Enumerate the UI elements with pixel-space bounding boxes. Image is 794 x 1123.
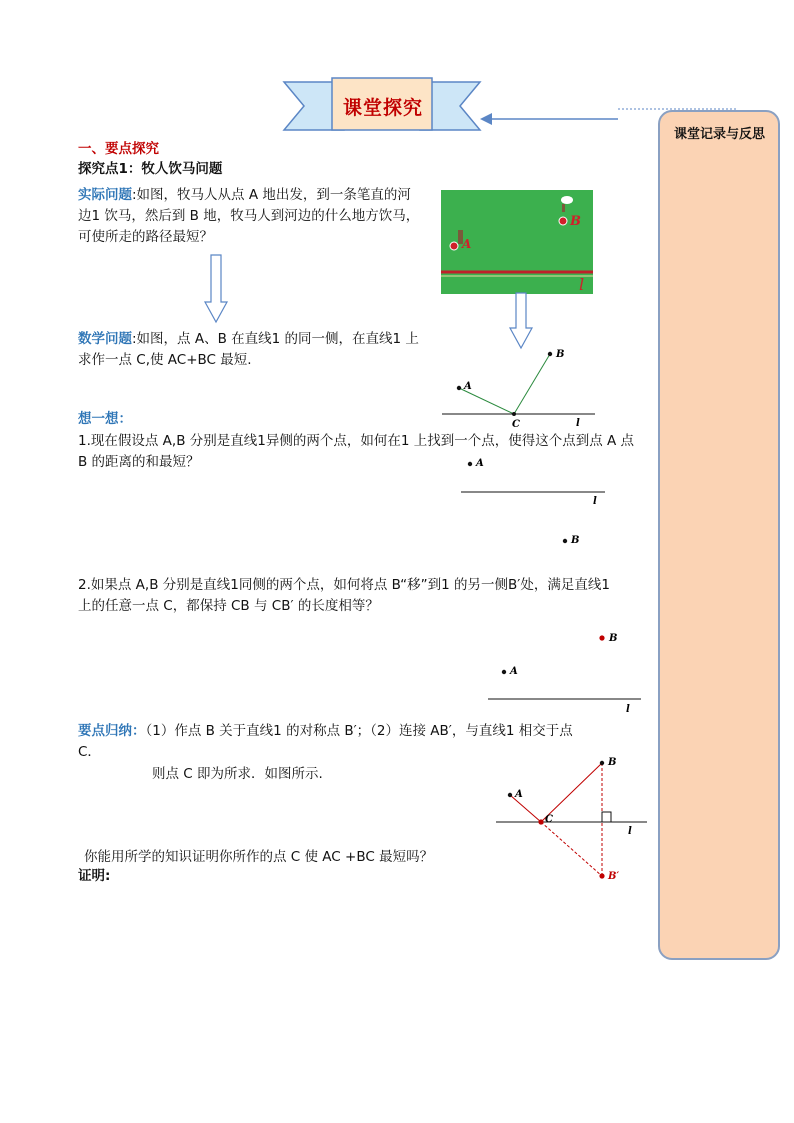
practical-line3: 可使所走的路径最短？ — [78, 229, 213, 245]
diagram-reflect-setup — [486, 628, 646, 718]
d2-label-a: A — [476, 458, 484, 469]
section-banner — [282, 76, 482, 136]
d4-label-b-prime: B′ — [608, 871, 620, 882]
math-line2: 求作一点 C,使 AC+BC 最短. — [78, 352, 252, 368]
sidebar-title: 课堂记录与反思 — [674, 127, 766, 142]
summary-text1: （1）作点 B 关于直线1 的对称点 B′；（2）连接 AB′，与直线1 相交于点 — [145, 723, 573, 739]
d1-label-c: C — [512, 419, 520, 430]
d3-label-b: B — [609, 633, 618, 644]
pasture-scene — [441, 190, 593, 294]
q2-line1: 2.如果点 A,B 分别是直线1同侧的两个点，如何将点 B“移”到1 的另一侧B′处，满足直线1 — [78, 577, 610, 593]
q1-line2: B 的距离的和最短？ — [78, 454, 200, 470]
math-problem — [78, 329, 438, 371]
diagram-opposite-sides — [455, 452, 615, 552]
field-label-l: l — [579, 275, 585, 294]
d3-label-l: l — [626, 704, 630, 715]
question-2 — [78, 575, 653, 617]
practical-problem — [78, 185, 438, 248]
banner-title: 课堂探究 — [342, 97, 423, 119]
summary-line2: C． — [78, 744, 101, 760]
d2-label-b: B — [571, 535, 580, 546]
practical-line2: 边1 饮马，然后到 B 地，牧马人到河边的什么地方饮马， — [78, 208, 420, 224]
notes-sidebar — [658, 110, 780, 960]
section-heading: 一、要点探究 — [78, 141, 159, 157]
summary-line3: 则点 C 即为所求．如图所示. — [152, 766, 323, 782]
practical-line1 — [78, 185, 438, 206]
d1-label-a: A — [464, 381, 472, 392]
d1-label-b: B — [556, 349, 565, 360]
down-arrow-left — [203, 254, 229, 324]
think-heading: 想一想： — [78, 411, 132, 427]
d4-label-a: A — [515, 789, 523, 800]
pasture-illustration — [441, 190, 593, 294]
proof-label: 证明: — [78, 868, 111, 884]
practical-label: 实际问题 — [78, 187, 132, 203]
explore-heading: 探究点1：牧人饮马问题 — [78, 161, 223, 177]
diagram-solution — [492, 752, 652, 887]
d4-label-b: B — [608, 757, 617, 768]
d4-label-l: l — [628, 826, 632, 837]
math-line1 — [78, 329, 438, 350]
summary-line1 — [78, 721, 653, 742]
diagram-same-side — [440, 345, 600, 430]
d2-label-l: l — [593, 496, 597, 507]
q1-line1: 1.现在假设点 A,B 分别是直线1异侧的两个点，如何在1 上找到一个点，使得这个点到点 A 点 — [78, 433, 635, 449]
d1-label-l: l — [576, 418, 580, 429]
field-label-b: B — [570, 214, 581, 229]
down-arrow-right — [508, 292, 534, 350]
math-label: 数学问题 — [78, 331, 132, 347]
field-label-a: A — [462, 237, 472, 251]
d4-label-c: C — [545, 814, 553, 825]
summary-label: 要点归纳： — [78, 723, 146, 739]
d3-label-a: A — [510, 666, 518, 677]
practical-text1: :如图，牧马人从点 A 地出发，到一条笔直的河 — [132, 187, 411, 203]
q2-line2: 上的任意一点 C，都保持 CB 与 CB′ 的长度相等？ — [78, 598, 379, 614]
math-text1: :如图，点 A、B 在直线1 的同一侧，在直线1 上 — [132, 331, 419, 347]
proof-question: 你能用所学的知识证明你所作的点 C 使 AC +BC 最短吗？ — [84, 849, 434, 865]
